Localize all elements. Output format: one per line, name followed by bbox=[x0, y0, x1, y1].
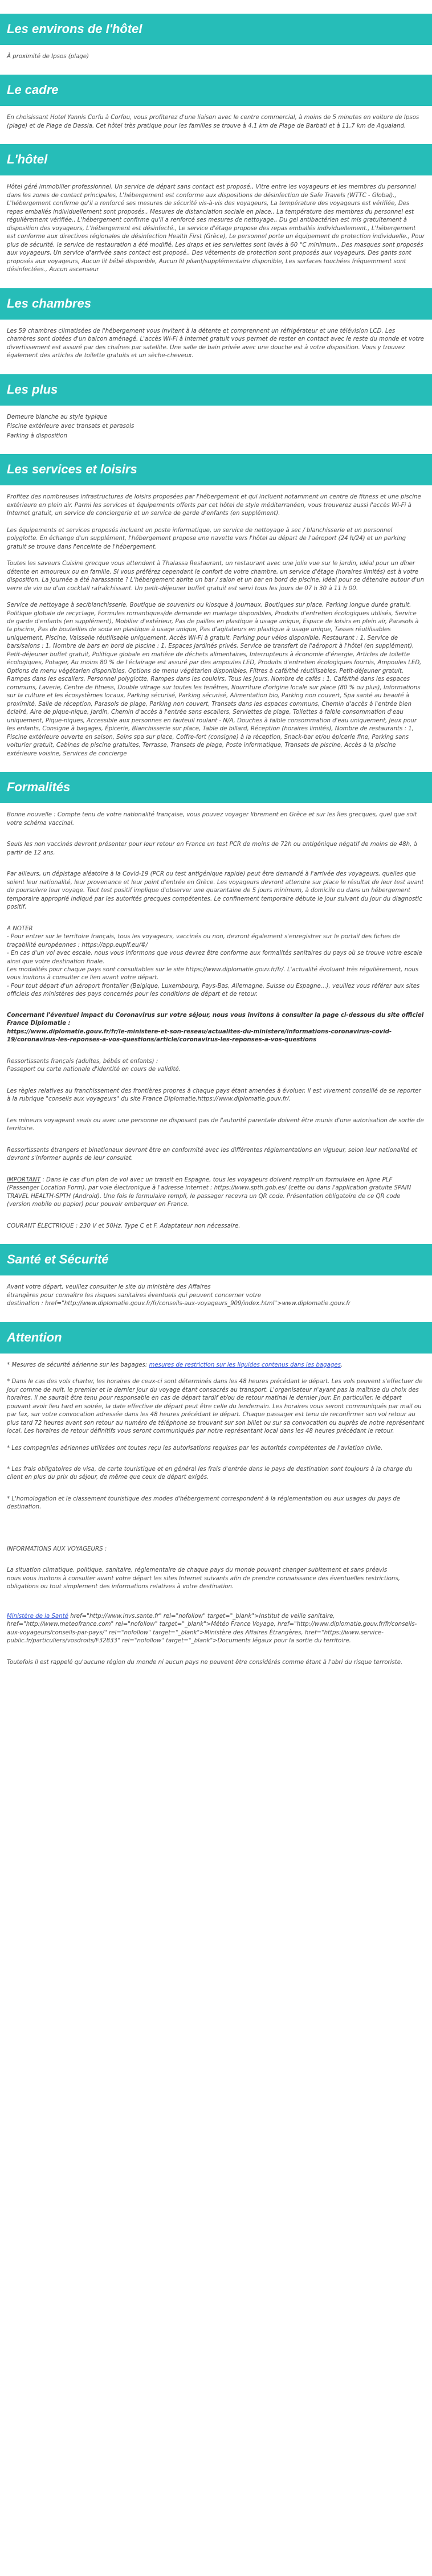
section-title-chambres: Les chambres bbox=[0, 288, 432, 320]
services-paragraph: Service de nettoyage à sec/blanchisserie, Boutique de souvenirs ou kiosque à journaux, Boutiques sur place, Parking longue durée gratuit, Politique globale de recyclage, Formules romantiques/de demande en mariage disponibles, Produits d'entretien écologiques utilisés, Service de garde d'enfants (en supplément), Mobilier d'extérieur, Pas de pailles en plastique à usage unique, Espace de loisirs en plein air, Parasols à la piscine, Pas de bouteilles de soda en plastique à usage unique, Pas d'agitateurs en plastique à usage unique, Tasses réutilisables uniquement, Piscine, Vaisselle réutilisable uniquement, Accès Wi-Fi à gratuit, Parking pour vélos disponible, Restaurant : 1, Service de bars/salons : 1, Nombre de bars en bord de piscine : 1, Espaces jardinés privés, Service de transfert de l'aéroport à l'hôtel (en supplément), Petit-déjeuner buffet gratuit, Politique globale en matière de déchets alimentaires, Interrupteurs à économie d'énergie, Articles de toilette écologiques, Potager, Au moins 80 % de l'éclairage est assuré par des ampoules LED, Produits d'entretien écologiques fournis, Ampoules LED, Options de menu végétarien disponibles, Options de menu végétarien disponibles, Filtres à café/thé réutilisables, Petit-déjeuner gratuit, Rampes dans les escaliers, Personnel polyglotte, Rampes dans les couloirs, Tous les jours, Nombre de cafés : 1, Café/thé dans les espaces communs, Laverie, Centre de fitness, Double vitrage sur toutes les fenêtres, Nourriture d'origine locale sur place (80 % ou plus), Informations sur la culture et les écosystèmes locaux, Parking sécurisé, Parking sécurisé, Alimentation bio, Parking non couvert, Spa santé au beauté à proximité, Salle de réception, Parasols de plage, Parking non couvert, Transats dans les espaces communs, Chemin d'accès à l'entrée bien éclairé, Aire de pique-nique, Jardin, Chemin d'accès à l'entrée sans escaliers, Serviettes de plage, Toilettes à faible consommation d'eau uniquement, Pique-niques, Accessible aux personnes en fauteuil roulant - N/A, Douches à faible consommation d'eau uniquement, Jeux pour les enfants, Consigne à bagages, Épicerie, Blanchisserie sur place, Table de billard, Réception (horaires limités), Nombre de restaurants : 1, Piscine extérieure ouverte en saison, Soins spa sur place, Coffre-fort (consigne) à la réception, Snack-bar et/ou épicerie fine, Parking sans voiturier gratuit, Cabines de piscine gratuites, Terrasse, Transats de plage, Poste informatique, Transats de piscine, Accès à la piscine extérieure voisine, Services de concierge bbox=[7, 602, 422, 757]
ministere-sante-link[interactable]: Ministère de la Santé bbox=[7, 1613, 68, 1620]
section-title-attention: Attention bbox=[0, 1322, 432, 1354]
plus-list bbox=[7, 414, 425, 440]
section-title-sante: Santé et Sécurité bbox=[0, 1244, 432, 1275]
formalites-paragraph: Les mineurs voyageant seuls ou avec une personne ne disposant pas de l'autorité parentale doivent être munis d'une autorisation de sortie de territoire. bbox=[7, 1117, 424, 1132]
section-cadre bbox=[0, 75, 432, 130]
important-block: IMPORTANT : Dans le cas d'un plan de vol avec un transit en Espagne, tous les voyageurs doivent remplir un formulaire en ligne PLF (Passenger Location Form), par voie électronique à l'adresse internet : https://www.spth.gob.es/ (cette ou dans l'application gratuite SPAIN TRAVEL HEALTH-SPTH (Android). Une fois le formulaire rempli, le passager recevra un QR code. Présentation obligatoire de ce QR code (version mobile ou papier) pour pouvoir embarquer en France. bbox=[7, 1176, 411, 1208]
ressources-links: Ministère de la Santé href="http://www.invs.sante.fr" rel="nofollow" target="_blank">Institut de veille sanitaire, href="http://www.meteofrance.com" rel="nofollow" target="_blank">Météo France Voyage, href="http://www.diplomatie.gouv.fr/fr/conseils-aux-voyageurs/conseils-par-pays/" rel="nofollow" target="_blank">Ministère des Affaires Étrangères, href="https://www.service-public.fr/particuliers/vosdroits/F32833" rel="nofollow" target="_blank">Documents légaux pour la sortie du territoire. bbox=[7, 1613, 417, 1645]
section-title-formalites: Formalités bbox=[0, 772, 432, 803]
environs-text: À proximité de Ipsos (plage) bbox=[7, 54, 89, 60]
a-noter-block bbox=[7, 925, 425, 999]
section-attention bbox=[0, 1322, 432, 1667]
section-services bbox=[0, 454, 432, 758]
a-noter-line: Les modalités pour chaque pays sont consultables sur le site https://www.diplomatie.gouv.fr/fr/. L'actualité évoluant très régulièrement, nous vous invitons à consulter ce lien avant votre départ. bbox=[7, 967, 419, 982]
informations-voyageurs-title: INFORMATIONS AUX VOYAGEURS : bbox=[7, 1545, 107, 1552]
attention-paragraph: * Dans le cas des vols charter, les horaires de ceux-ci sont déterminés dans les 48 heures précédant le départ. Les vols peuvent s'effectuer de jour comme de nuit, le premier et le dernier jour du voyage étant consacrés au transport. L'organisateur n'ayant pas la maîtrise du choix des horaires, il ne saurait être tenu pour responsable en cas de départ tardif et/ou de retour matinal le dernier jour. En particulier, le départ pouvant avoir lieu tard en soirée, la date effective de départ peut être celle du lendemain. Les horaires vous seront communiqués par mail ou par fax, sur votre convocation adressée dans les 48 heures précédant le départ. Chaque passager est tenu de reconfirmer son vol retour au plus tard 72 heures avant son retour au numéro de téléphone se trouvant sur son billet ou sur sa convocation ou auprès de notre représentant local. Les horaires de retour définitifs vous seront communiqués par notre représentant local dans les 48 heures précédant le retour. bbox=[7, 1379, 425, 1435]
list-item: Piscine extérieure avec transats et parasols bbox=[7, 423, 135, 430]
sante-text: Avant votre départ, veuillez consulter le site du ministère des Affaires étrangères pour connaître les risques sanitaires éventuels qui peuvent concerner votre destination : href="http://www.diplomatie.gouv.fr/fr/conseils-aux-voyageurs_909/index.html">www.diplomatie.gouv.fr bbox=[7, 1284, 351, 1307]
section-title-services: Les services et loisirs bbox=[0, 454, 432, 485]
chambres-text: Les 59 chambres climatisées de l'hébergement vous invitent à la détente et comprennent un réfrigérateur et une télévision LCD. Les chambres sont dotées d'un balcon aménagé. L'accès Wi-Fi à Internet gratuit vous permet de rester en contact avec le reste du monde et votre divertissement est assuré par des chaînes par satellite. Une salle de bain privée avec une douche est à votre disposition. Vous y trouvez également des articles de toilette gratuits et un sèche-cheveux. bbox=[7, 328, 424, 359]
services-paragraph: Profitez des nombreuses infrastructures de loisirs proposées par l'hébergement et qui incluent notamment un centre de fitness et une piscine extérieure en plein air. Parmi les services et équipements offerts par cet hôtel de style méditerranéen, vous trouverez aussi l'accès Wi-Fi à Internet gratuit, un service de conciergerie et un service de garde d'enfants (en supplément). bbox=[7, 494, 421, 517]
section-hotel bbox=[0, 144, 432, 274]
section-sante bbox=[0, 1244, 432, 1308]
section-title-cadre: Le cadre bbox=[0, 75, 432, 106]
section-title-environs: Les environs de l'hôtel bbox=[0, 14, 432, 45]
section-environs bbox=[0, 14, 432, 61]
a-noter-title: A NOTER bbox=[7, 925, 33, 932]
formalites-paragraph: Ressortissants étrangers et binationaux devront être en conformité avec les différentes réglementations en vigueur, selon leur nationalité et devront s'informer auprès de leur consulat. bbox=[7, 1147, 418, 1162]
coronavirus-notice: Concernant l'éventuel impact du Coronavirus sur votre séjour, nous vous invitons à consulter la page ci-dessous du site officiel France Diplomatie : https://www.diplomatie.gouv.fr/fr/le-ministere-et-son-reseau/actualites-du-ministere/informations-coronavirus-covid-19/coronavirus-les-reponses-a-vos-questions/article/coronavirus-les-reponses-a-vos-questions bbox=[7, 1012, 424, 1044]
attention-paragraph: * Les frais obligatoires de visa, de carte touristique et en général les frais d'entrée dans le pays de destination sont toujours à la charge du client en plus du prix du séjour, de même que ceux de départ exigés. bbox=[7, 1466, 413, 1481]
attention-paragraph: * Mesures de sécurité aérienne sur les bagages: mesures de restriction sur les liquides contenus dans les bagages. bbox=[7, 1361, 343, 1368]
important-label: IMPORTANT bbox=[7, 1176, 41, 1183]
section-title-plus: Les plus bbox=[0, 374, 432, 406]
section-title-hotel: L'hôtel bbox=[0, 144, 432, 175]
attention-paragraph: * Les compagnies aériennes utilisées ont toutes reçu les autorisations requises par les autorités compétentes de l'aviation civile. bbox=[7, 1445, 383, 1451]
attention-paragraph: Toutefois il est rappelé qu'aucune région du monde ni aucun pays ne peuvent être considérés comme étant à l'abri du risque terroriste. bbox=[7, 1659, 403, 1666]
section-chambres bbox=[0, 288, 432, 361]
attention-paragraph: La situation climatique, politique, sanitaire, réglementaire de chaque pays du monde pouvant changer subitement et sans préavis nous vous invitons à consulter avant votre départ les sites Internet suivants afin de prendre connaissance des éventuelles restrictions, obligations ou tout simplement des informations relatives à votre destination. bbox=[7, 1567, 400, 1590]
services-paragraph: Toutes les saveurs Cuisine grecque vous attendent à Thalassa Restaurant, un restaurant avec une jolie vue sur le jardin, idéal pour un dîner détente en amoureux ou en famille. Si vous préférez cependant le confort de votre chambre, un service d'étage (horaires limités) est à votre disposition. La journée a été harassante ? L'hébergement abrite un bar / salon et un bar en bord de piscine, idéal pour se détendre autour d'un verre de vin ou d'un cocktail rafraîchissant. Un petit-déjeuner buffet gratuit est servi tous les jours de 07 h 30 à 11 h 00. bbox=[7, 561, 425, 592]
formalites-paragraph: Par ailleurs, un dépistage aléatoire à la Covid-19 (PCR ou test antigénique rapide) peut être demandé à l'arrivée des voyageurs, quelles que soient leur nationalité, leur provenance et leur point d'entrée en Grèce. Les voyageurs devront attendre sur place le résultat de leur test avant de poursuivre leur voyage. Tout test positif implique d'observer une quarantaine de 5 jours minimum, à domicile ou dans un hébergement temporaire approprié indiqué par les autorités grecques compétentes. Le confinement temporaire débute le jour suivant du jour du diagnostic positif. bbox=[7, 871, 424, 911]
hotel-text: Hôtel géré immobilier professionnel. Un service de départ sans contact est proposé., Vitre entre les voyageurs et les membres du personnel dans les zones de contact principales, L'hébergement est conforme aux dispositions de désinfection de Safe Travels (WTTC - Global)., L'hébergement confirme qu'il a renforcé ses mesures de sécurité vis-à-vis des voyageurs, La température des voyageurs est vérifiée, Des repas emballés individuellement sont proposés., Mesures de distanciation sociale en place., La température des membres du personnel est régulièrement vérifiée., L'hébergement confirme qu'il a renforcé ses mesures de nettoyage., Du gel antibactérien est mis gratuitement à disposition des voyageurs, L'hébergement est désinfecté., Le service d'étage propose des repas emballés individuellement., L'hébergement est conforme aux directives régionales de désinfection Health First (Grèce), Le personnel porte un équipement de protection individuelle., Pour plus de sécurité, le service de restauration a été modifié, Les draps et les serviettes sont lavés à 60 °C minimum., Des masques sont proposés aux voyageurs, Un service d'arrivée sans contact est proposé., Des vêtements de protection sont proposés aux voyageurs, Des gants sont proposés aux voyageurs, Aucun lit bébé disponible, Aucun lit pliant/supplémentaire disponible, Les surfaces touchées fréquemment sont désinfectées., Aucun ascenseur bbox=[7, 184, 425, 273]
a-noter-line: - Pour entrer sur le territoire français, tous les voyageurs, vaccinés ou non, devront également s'enregistrer sur le portail des fiches de traçabilité européennes : https://app.euplf.eu/#/ bbox=[7, 934, 400, 948]
list-item: Demeure blanche au style typique bbox=[7, 414, 108, 420]
cadre-text: En choisissant Hotel Yannis Corfu à Corfou, vous profiterez d'une liaison avec le centre commercial, à moins de 5 minutes en voiture de Ipsos (plage) et de Plage de Dassia. Cet hôtel très pratique pour les familles se trouve à 4,1 km de Plage de Barbati et à 11,7 km de Aqualand. bbox=[7, 115, 419, 129]
formalites-paragraph: Bonne nouvelle : Compte tenu de votre nationalité française, vous pouvez voyager librement en Grèce et sur les îles grecques, quel que soit votre schéma vaccinal. bbox=[7, 812, 417, 827]
formalites-paragraph: Seuls les non vaccinés devront présenter pour leur retour en France un test PCR de moins de 72h ou antigénique négatif de moins de 48h, à partir de 12 ans. bbox=[7, 841, 417, 856]
a-noter-line: - Pour tout départ d'un aéroport frontalier (Belgique, Luxembourg, Pays-Bas, Allemagne, Suisse ou Espagne...), veuillez vous référer aux sites officiels des ministères des pays concernés pour les conditions de départ et de retour. bbox=[7, 983, 420, 998]
coronavirus-link[interactable]: https://www.diplomatie.gouv.fr/fr/le-ministere-et-son-reseau/actualites-du-ministere/informations-coronavirus-covid-19/coronavirus-les-reponses-a-vos-questions/article/coronavirus-les-reponses-a-vos-questions bbox=[7, 1028, 392, 1044]
formalites-paragraph: Les règles relatives au franchissement des frontières propres à chaque pays étant amenées à évoluer, il est vivement conseillé de se reporter à la rubrique "conseils aux voyageurs" du site France Diplomatie,https://www.diplomatie.gouv.fr/. bbox=[7, 1087, 421, 1103]
section-formalites bbox=[0, 772, 432, 1230]
a-noter-line: - En cas d'un vol avec escale, nous vous informons que vous devrez être conforme aux formalités sanitaires du pays où se trouve votre escale ainsi que votre destination finale. bbox=[7, 950, 422, 965]
list-item: Parking à disposition bbox=[7, 432, 67, 439]
section-plus bbox=[0, 374, 432, 440]
attention-paragraph: * L'homologation et le classement touristique des modes d'hébergement correspondent à la réglementation ou aux usages du pays de destination. bbox=[7, 1495, 401, 1511]
ressortissants-block: Ressortissants français (adultes, bébés et enfants) : Passeport ou carte nationale d'identité en cours de validité. bbox=[7, 1058, 181, 1073]
liquides-link[interactable]: mesures de restriction sur les liquides contenus dans les bagages bbox=[149, 1361, 341, 1368]
courant-electrique: COURANT ÉLECTRIQUE : 230 V et 50Hz. Type C et F. Adaptateur non nécessaire. bbox=[7, 1222, 241, 1229]
services-paragraph: Les équipements et services proposés incluent un poste informatique, un service de nettoyage à sec / blanchisserie et un personnel polyglotte. En échange d'un supplément, l'hébergement propose une navette vers l'hôtel au départ de l'aéroport (24 h/24) et un parking gratuit se trouve dans l'enceinte de l'hébergement. bbox=[7, 527, 406, 550]
